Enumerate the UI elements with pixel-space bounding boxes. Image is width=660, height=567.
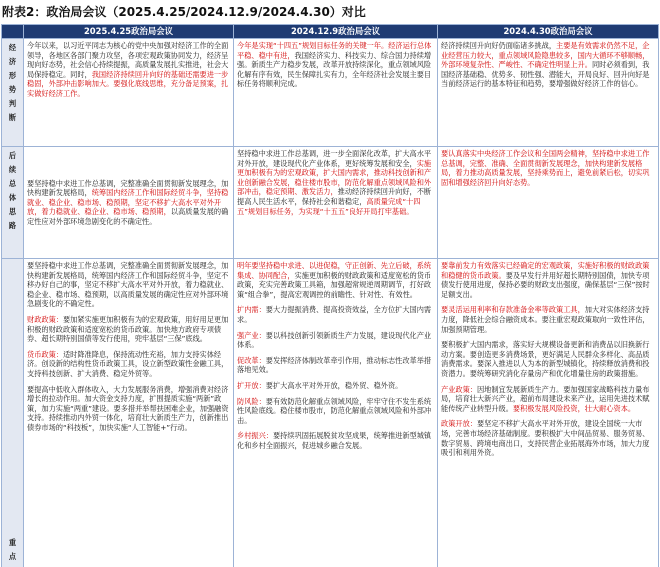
page-title: 附表2：政治局会议（2025.4.25/2024.12.9/2024.4.30）对比 bbox=[2, 5, 366, 19]
text-highlight: 明年要坚持稳中求进、以进促稳，守正创新、先立后破，系统集成、协同配合， bbox=[237, 261, 432, 280]
cell-r3-2024-04 bbox=[438, 259, 659, 567]
label-monetary: 货币政策： bbox=[27, 349, 63, 359]
header-2024-12-09: 2024.12.9政治局会议 bbox=[234, 25, 438, 39]
label-reform: 促改革： bbox=[237, 355, 266, 365]
cell-r2-2024-04 bbox=[438, 147, 659, 259]
cell-r2-2025 bbox=[24, 147, 234, 259]
paragraph-demand: 要积极扩大国内需求，落实好大规模设备更新和消费品以旧换新行动方案。要创造更多消费场景，更好满足人民群众多样化、高品质消费需求。要深入推进以人为本的新型城镇化，持续释放消费和投资潜力。要统筹研究消化存量房产和优化增量住房的政策措施。 bbox=[441, 340, 650, 378]
label-risk: 防风险： bbox=[237, 396, 266, 406]
text: 经济持续回升向好仍面临诸多挑战， bbox=[441, 41, 557, 50]
text: 坚持稳中求进工作总基调，进一步全面深化改革，扩大高水平对外开放，建设现代化产业体系，更好统筹发展和安全， bbox=[237, 149, 432, 168]
text: 要有效防范化解重点领域风险，牢牢守住不发生系统性风险底线。稳住楼市股市，防范化解重点领域风险和外部冲击。 bbox=[237, 396, 432, 425]
label-fiscal: 财政政策： bbox=[27, 314, 63, 324]
text: 要及早发行并用好超长期特别国债，加快专项债发行使用进度，保持必要的财政支出强度，确保基层“三保”按时足额支出。 bbox=[441, 270, 650, 299]
text-highlight: 要靠前发力有效落实已经确定的宏观政策，实施好积极的财政政策和稳健的货币政策。 bbox=[441, 261, 650, 280]
text: 要坚持稳中求进工作总基调，完整准确全面贯彻新发展理念，加快构建新发展格局， bbox=[27, 178, 229, 198]
paragraph-reform bbox=[237, 356, 434, 375]
row-label-text: 经济形势判断 bbox=[8, 43, 17, 122]
cell-r1-2024-12 bbox=[234, 39, 438, 147]
text-highlight: 我国经济持续回升向好的基础还需要进一步稳固，外部冲击影响加大。要强化底线思维，充分备足预案，扎实做好经济工作。 bbox=[27, 69, 229, 98]
paragraph-demand bbox=[237, 305, 434, 324]
text: 推动经济持续回升向好，不断提高人民生活水平，保持社会和谐稳定， bbox=[237, 187, 432, 206]
text: 以高质量发展的确定性应对外部环境急剧变化的不确定性。 bbox=[27, 207, 229, 226]
comparison-table bbox=[1, 24, 659, 567]
header-2024-04-30: 2024.4.30政治局会议 bbox=[438, 25, 659, 39]
paragraph-fiscal bbox=[27, 315, 230, 344]
text: 同时必须看到，我国经济基础稳、优势多、韧性强、潜能大，开局良好、回升向好是当前经济运行的基本特征和趋势，要增强做好经济工作的信心。 bbox=[441, 60, 650, 89]
cell-r1-2024-04 bbox=[438, 39, 659, 147]
text-highlight: 统筹国内经济工作和国际经贸斗争，坚持稳就业、稳企业、稳市场、稳预期，坚定不移扩大高水平对外开放，着力稳就业、稳企业、稳市场、稳预期， bbox=[27, 188, 229, 217]
text-highlight: 实施更加积极有为的宏观政策，扩大国内需求，推动科技创新和产业创新融合发展，稳住楼市股市，防范化解重点领域风险和外部冲击，稳定预期、激发活力， bbox=[237, 158, 432, 197]
text: 要扩大高水平对外开放，稳外贸、稳外资。 bbox=[265, 380, 403, 390]
text: 今年以来，以习近平同志为核心的党中央加强对经济工作的全面领导，各地区各部门聚力攻坚，各项宏观政策协同发力，经济呈现向好态势，社会信心持续提振，高质量发展扎实推进，社会大局保持稳定。同时， bbox=[27, 41, 229, 79]
text: 要坚定不移扩大高水平对外开放，建设全国统一大市场，完善市场经济基础制度。要积极扩大中间品贸易、服务贸易、数字贸易、跨境电商出口，支持民营企业拓展海外市场，加大力度吸引和利用外资。 bbox=[441, 419, 650, 458]
text: 加大对实体经济支持力度，降低社会综合融资成本。要注重宏观政策取向一致性评估，加强预期管理。 bbox=[441, 305, 650, 334]
text: 因地制宜发展新质生产力。要加强国家战略科技力量布局，培育壮大新兴产业，超前布局建设未来产业，运用先进技术赋能传统产业转型升级。 bbox=[441, 384, 650, 413]
row-key-tasks bbox=[2, 259, 659, 567]
text: 我国经济实力、科技实力、综合国力持续增强。新质生产力稳步发展，改革开放持续深化，重点领域风险化解有序有效，民生保障扎实有力，全年经济社会发展主要目标任务将顺利完成。 bbox=[237, 50, 432, 89]
text: 要发挥经济体制改革牵引作用，推动标志性改革举措落地见效。 bbox=[237, 355, 432, 375]
row-label-economic-situation bbox=[2, 39, 24, 147]
paragraph-monetary bbox=[27, 350, 230, 379]
text-highlight: 要灵活运用利率和存款准备金率等政策工具， bbox=[441, 305, 585, 315]
cell-r2-2024-12 bbox=[234, 147, 438, 259]
paragraph-rural bbox=[237, 431, 434, 450]
text-highlight: 主要是有效需求仍然不足，企业经营压力较大，重点领域风险隐患较多，国内大循环不够顺畅，外部环境复杂性、严峻性、不确定性明显上升。 bbox=[441, 41, 650, 70]
paragraph-open bbox=[441, 419, 655, 457]
text: 要大力提振消费、提高投资效益，全方位扩大国内需求。 bbox=[237, 305, 432, 324]
paragraph-risk bbox=[237, 397, 434, 426]
paragraph-intro bbox=[441, 261, 655, 299]
row-label-text: 重点 bbox=[8, 538, 17, 561]
row-economic-situation bbox=[2, 39, 659, 147]
row-label-key-tasks bbox=[2, 259, 24, 567]
paragraph-open bbox=[237, 381, 434, 391]
text: 适时降准降息，保持流动性充裕，加力支持实体经济。创设新的结构性货币政策工具，设立新型政策性金融工具，支持科技创新、扩大消费、稳定外贸等。 bbox=[27, 349, 229, 378]
header-row bbox=[2, 25, 659, 39]
cell-r3-2025 bbox=[24, 259, 234, 567]
text-highlight: 高质量完成“十四五”规划目标任务，为实现“十五五”良好开局打牢基础。 bbox=[237, 196, 421, 216]
paragraph-other: 要提高中低收入群体收入，大力发展服务消费，增强消费对经济增长的拉动作用。加大资金支持力度，扩围提质实施“两新”政策，加力实施“两重”建设。要多措并举帮扶困难企业，加强融资支持。持续推动内外贸一体化，培育壮大新质生产力，创新推出债券市场的“科技板”，加快实施“人工智能+”行动。 bbox=[27, 384, 229, 432]
text-highlight: 要积极发展风险投资，壮大耐心资本。 bbox=[512, 403, 636, 413]
row-label-overall-approach bbox=[2, 147, 24, 259]
text: 要加紧实施更加积极有为的宏观政策，用好用足更加积极的财政政策和适度宽松的货币政策。加快地方政府专项债券、超长期特别国债等发行使用，兜牢基层“三保”底线。 bbox=[27, 314, 229, 344]
text: 要以科技创新引领新质生产力发展，建设现代化产业体系。 bbox=[237, 330, 432, 350]
row-overall-approach bbox=[2, 147, 659, 259]
label-industry: 产业政策： bbox=[441, 384, 477, 394]
text: 要持续巩固拓展脱贫攻坚成果，统筹推进新型城镇化和乡村全面振兴，促进城乡融合发展。 bbox=[237, 431, 432, 450]
cell-r1-2025 bbox=[24, 39, 234, 147]
paragraph-intro: 要坚持稳中求进工作总基调，完整准确全面贯彻新发展理念，加快构建新发展格局，统筹国内经济工作和国际经贸斗争，坚定不移办好自己的事，坚定不移扩大高水平对外开放，着力稳就业、稳企业、稳市场、稳预期，以高质量发展的确定性应对外部环境急剧变化的不确定性。 bbox=[27, 261, 229, 309]
label-rural: 乡村振兴： bbox=[237, 431, 273, 441]
label-open: 扩开放： bbox=[237, 380, 266, 390]
label-industry: 强产业： bbox=[237, 330, 266, 340]
label-open: 政策开放： bbox=[441, 419, 477, 429]
paragraph-industry bbox=[441, 385, 655, 414]
header-2025-04-25: 2025.4.25政治局会议 bbox=[24, 25, 234, 39]
text-highlight: 今年是实现“十四五”规划目标任务的关键一年。经济运行总体平稳、稳中有进， bbox=[237, 41, 432, 60]
row-label-text: 后续总体思路 bbox=[8, 151, 17, 230]
text-highlight: 坚持乘势而上，避免前紧后松，切实巩固和增强经济回升向好态势。 bbox=[441, 168, 650, 187]
cell-r3-2024-12 bbox=[234, 259, 438, 567]
paragraph-industry bbox=[237, 331, 434, 350]
text-highlight: 要认真落实中央经济工作会议和全国两会精神，坚持稳中求进工作总基调，完整、准确、全面贯彻新发展理念，加快构建新发展格局，着力推动高质量发展， bbox=[441, 149, 650, 178]
header-corner bbox=[2, 25, 24, 39]
paragraph-monetary bbox=[441, 305, 655, 334]
paragraph-intro bbox=[237, 261, 434, 299]
label-demand: 扩内需： bbox=[237, 305, 266, 315]
text: 实施更加积极的财政政策和适度宽松的货币政策，充实完善政策工具箱，加强超常规逆周期调节，打好政策“组合拳”，提高宏观调控的前瞻性、针对性、有效性。 bbox=[237, 270, 432, 299]
